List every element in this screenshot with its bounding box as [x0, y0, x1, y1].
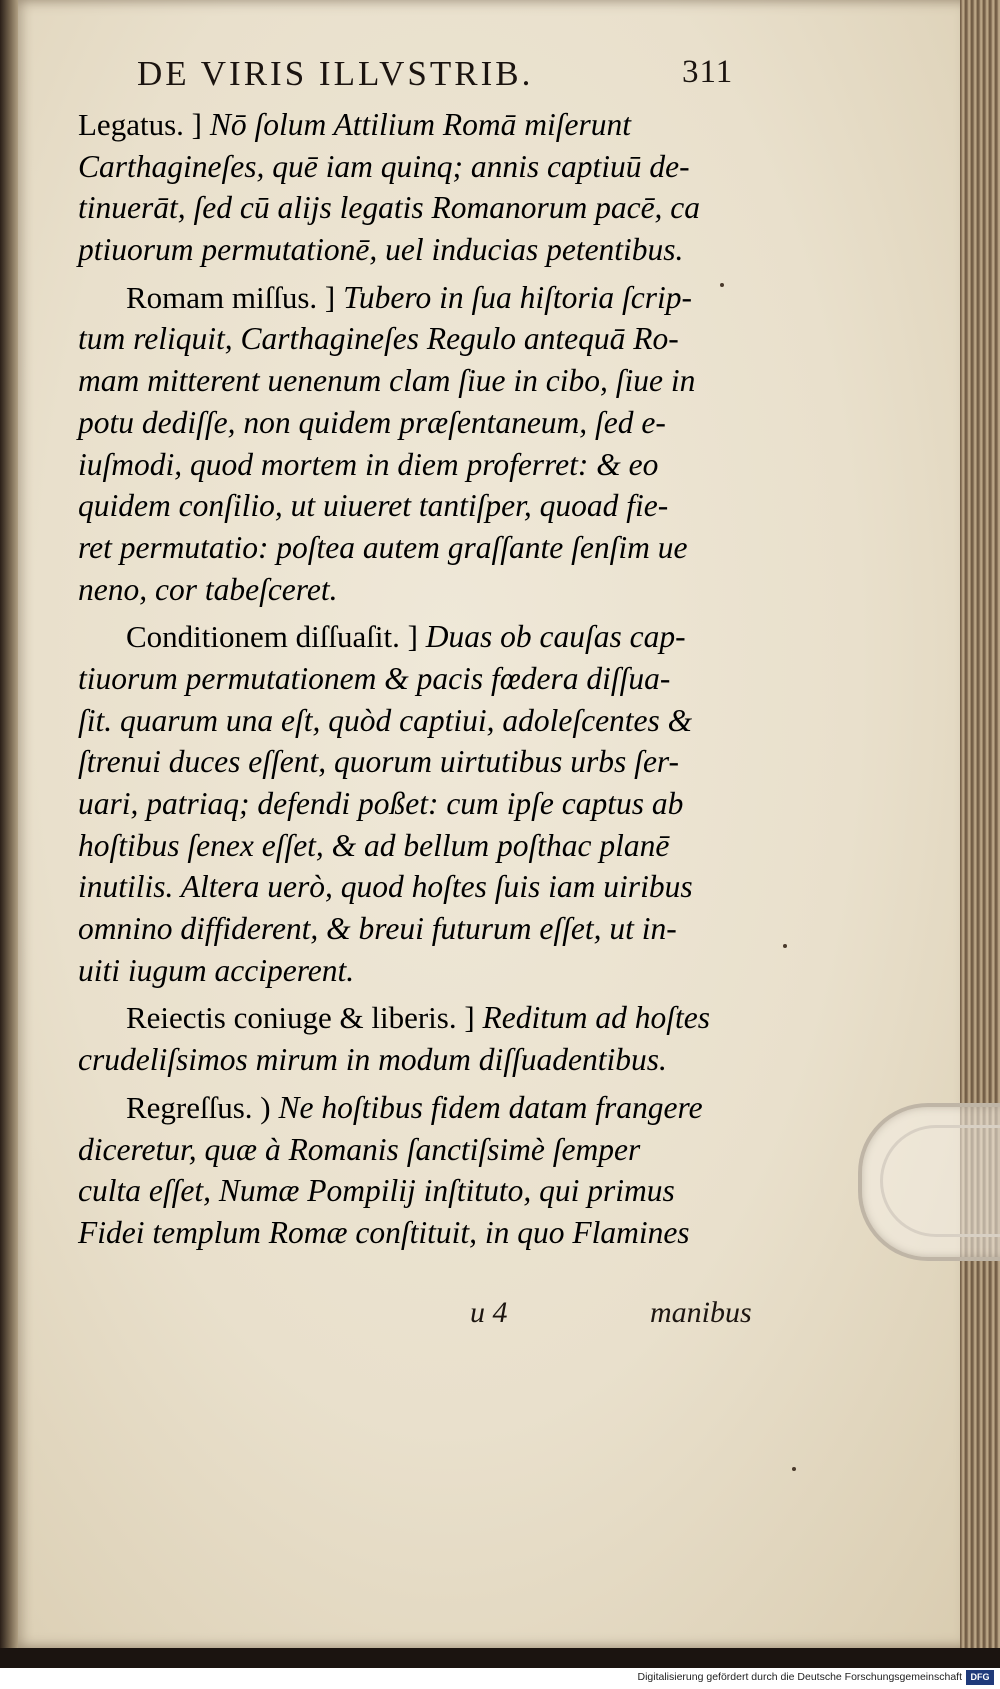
- running-title: DE VIRIS ILLVSTRIB.: [137, 54, 534, 93]
- ink-speck: [720, 283, 724, 287]
- catchline: [0, 1296, 1000, 1340]
- text-line: ſtrenui duces eſſent, quorum uirtutibus urbs ſer-: [78, 744, 680, 780]
- text-line: neno, cor tabeſceret.: [78, 571, 338, 607]
- scan-bottom-band: [0, 1648, 1000, 1668]
- line-text: Ne hoſtibus fidem datam frangere: [270, 1089, 703, 1125]
- text-line: uiti iugum acciperent.: [78, 952, 355, 988]
- footer-credit: Digitalisierung gefördert durch die Deutsche Forschungsgemeinschaft: [637, 1671, 962, 1683]
- signature-mark: u 4: [470, 1296, 508, 1329]
- page-fore-edge: [960, 0, 1000, 1650]
- text-line: omnino diffiderent, & breui futurum eſſet, ut in-: [78, 911, 677, 947]
- line-text: Reditum ad hoſtes: [474, 1000, 711, 1036]
- text-line: hoſtibus ſenex eſſet, & ad bellum poſthac planē: [78, 827, 670, 863]
- text-line: diceretur, quæ à Romanis ſanctiſsimè ſemper: [78, 1131, 641, 1167]
- catchword: manibus: [650, 1296, 752, 1329]
- page-clip-inner: [880, 1125, 1000, 1237]
- paragraph: [78, 104, 768, 271]
- lemma: Legatus. ]: [78, 107, 202, 142]
- text-line: ptiuorum permutationē, uel inducias petentibus.: [78, 232, 684, 268]
- line-text: Duas ob cauſas cap-: [417, 619, 686, 655]
- text-line: culta eſſet, Numæ Pompilij inſtituto, qui primus: [78, 1173, 675, 1209]
- text-line: ret permutatio: poſtea autem graſſante ſenſim ue: [78, 529, 688, 565]
- text-line: [78, 997, 768, 1039]
- text-line: iuſmodi, quod mortem in diem proferret: & eo: [78, 446, 659, 482]
- text-line: tum reliquit, Carthagineſes Regulo antequā Ro-: [78, 321, 679, 357]
- page-clip: [858, 1103, 1000, 1261]
- paragraph: [78, 616, 768, 991]
- text-line: [78, 1087, 768, 1129]
- ink-speck: [792, 1467, 796, 1471]
- lemma: Regreſſus. ): [126, 1089, 271, 1125]
- paragraph: [78, 277, 768, 611]
- running-head: [137, 54, 737, 98]
- dfg-logo: DFG: [966, 1670, 994, 1685]
- text-line: [78, 277, 768, 319]
- text-line: Carthagineſes, quē iam quinq; annis captiuū de-: [78, 148, 690, 184]
- line-text: Tubero in ſua hiſtoria ſcrip-: [335, 279, 692, 315]
- paragraph: [78, 1087, 768, 1254]
- text-line: crudeliſsimos mirum in modum diſſuadentibus.: [78, 1042, 667, 1078]
- paragraph: [78, 997, 768, 1080]
- text-line: Fidei templum Romæ conſtituit, in quo Flamines: [78, 1214, 690, 1250]
- text-line: [78, 104, 768, 146]
- commentary-text: [78, 104, 768, 1254]
- text-line: ſit. quarum una eſt, quòd captiui, adoleſcentes &: [78, 702, 693, 738]
- page-number: 311: [682, 54, 734, 90]
- text-line: inutilis. Altera uerò, quod hoſtes ſuis iam uiribus: [78, 869, 693, 905]
- line-text: Nō ſolum Attilium Romā miſerunt: [201, 107, 632, 142]
- lemma: Romam miſſus. ]: [126, 279, 336, 315]
- text-line: tiuorum permutationem & pacis fœdera diſſua-: [78, 660, 671, 696]
- text-line: uari, patriaq; defendi poßet: cum ipſe captus ab: [78, 786, 684, 821]
- lemma: Conditionem diſſuaſit. ]: [126, 619, 418, 655]
- text-line: mam mitterent uenenum clam ſiue in cibo, ſiue in: [78, 363, 696, 399]
- text-line: tinuerāt, ſed cū alijs legatis Romanorum pacē, ca: [78, 190, 701, 226]
- text-line: [78, 616, 768, 658]
- ink-speck: [783, 944, 787, 948]
- text-line: potu dediſſe, non quidem præſentaneum, ſed e-: [78, 404, 666, 440]
- footer-bar: [0, 1668, 1000, 1689]
- text-line: quidem conſilio, ut uiueret tantiſper, quoad fie-: [78, 488, 669, 524]
- lemma: Reiectis coniuge & liberis. ]: [126, 1000, 475, 1036]
